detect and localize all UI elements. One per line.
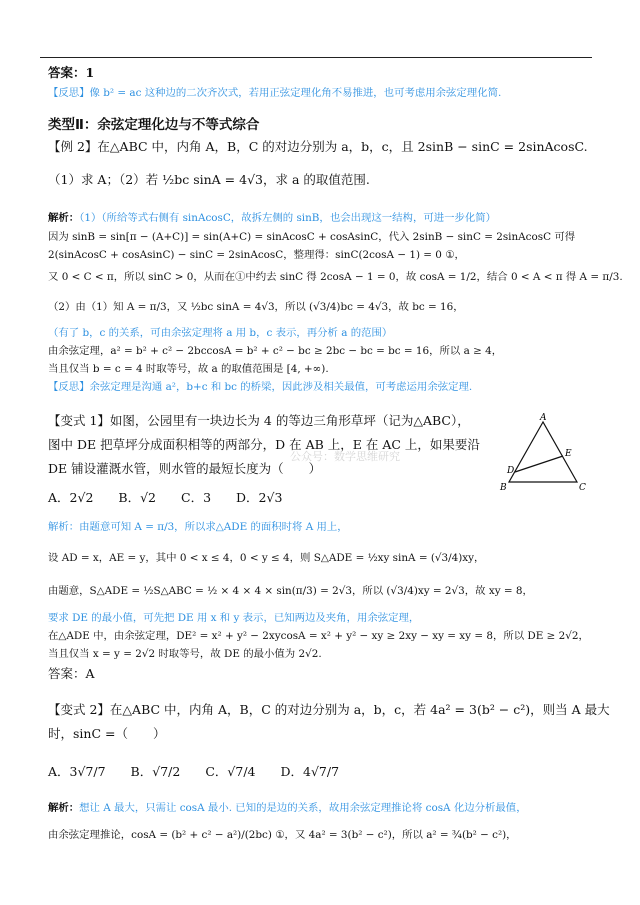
answer-1: 答案：1 <box>48 65 95 80</box>
variant-1-solution-3: 由题意，S△ADE = ½S△ABC = ½ × 4 × 4 × sin(π/3) = 2√3，所以 (√3/4)xy = 2√3，故 xy = 8， <box>48 585 533 597</box>
solution-line-5: （2）由（1）知 A = π/3，又 ½bc sinA = 4√3，所以 (√3/4)bc = 4√3，故 bc = 16， <box>48 301 464 313</box>
section-title: 类型Ⅱ：余弦定理化边与不等式综合 <box>48 117 260 133</box>
top-rule <box>40 57 592 58</box>
variant-2-options: A．3√7/7 B．√7/2 C．√7/4 D．4√7/7 <box>48 764 340 779</box>
example-2-line-2: （1）求 A；（2）若 ½bc sinA = 4√3，求 a 的取值范围. <box>48 172 370 187</box>
solution-label: 解析： <box>48 212 80 224</box>
variant-2-solution-2: 由余弦定理推论，cosA = (b² + c² − a²)/(2bc) ①，又 4a² = 3(b² − c²)，所以 a² = ¾(b² − c²)， <box>48 829 517 841</box>
solution-hint-2: （有了 b，c 的关系，可由余弦定理将 a 用 b，c 表示，再分析 a 的范围） <box>48 327 393 339</box>
variant-1-solution-hint: 要求 DE 的最小值，可先把 DE 用 x 和 y 表示，已知两边及夹角，用余弦定理， <box>48 612 420 624</box>
solution-line-7: 由余弦定理，a² = b² + c² − 2bccosA = b² + c² − bc ≥ 2bc − bc = bc = 16，所以 a ≥ 4， <box>48 345 503 357</box>
solution-line-8: 当且仅当 b = c = 4 时取等号，故 a 的取值范围是 [4, +∞). <box>48 363 329 375</box>
label-e: E <box>565 449 572 459</box>
label-d: D <box>507 466 515 476</box>
watermark: 公众号：数学思维研究 <box>290 450 400 463</box>
solution-line-2: 因为 sinB = sin[π − (A+C)] = sin(A+C) = sinAcosC + cosAsinC，代入 2sinB − sinC = 2sinAcosC 可得 <box>48 231 576 243</box>
variant-2-line-1: 【变式 2】在△ABC 中，内角 A，B，C 的对边分别为 a，b，c，若 4a² = 3(b² − c²)，则当 A 最大 <box>48 702 610 717</box>
solution-hint-text: （1）（所给等式右侧有 sinAcosC，故拆左侧的 sinB，也会出现这一结构，可进一步化简） <box>79 212 497 224</box>
label-a: A <box>540 413 547 423</box>
variant-1-line-3: DE 铺设灌溉水管，则水管的最短长度为（ ） <box>48 461 322 476</box>
triangle-figure <box>495 412 595 492</box>
label-b: B <box>500 483 507 492</box>
variant-1-options: A．2√2 B．√2 C．3 D．2√3 <box>48 490 283 505</box>
example-2-line-1: 【例 2】在△ABC 中，内角 A，B，C 的对边分别为 a，b，c，且 2sinB − sinC = 2sinAcosC. <box>48 139 588 154</box>
variant-1-solution-1: 解析：由题意可知 A = π/3，所以求△ADE 的面积时将 A 用上， <box>48 521 348 533</box>
solution-hint-1 <box>48 209 496 224</box>
solution-line-3: 2(sinAcosC + cosAsinC) − sinC = 2sinAcosC，整理得：sinC(2cosA − 1) = 0 ①， <box>48 249 465 261</box>
reflection-2: 【反思】余弦定理是沟通 a²，b+c 和 bc 的桥梁，因此涉及相关最值，可考虑运用余弦定理. <box>48 381 473 393</box>
variant-2-solution-1 <box>48 799 527 814</box>
variant-1-line-2: 图中 DE 把草坪分成面积相等的两部分，D 在 AB 上，E 在 AC 上，如果要沿 <box>48 437 480 452</box>
variant-1-solution-5: 在△ADE 中，由余弦定理，DE² = x² + y² − 2xycosA = x² + y² − xy ≥ 2xy − xy = xy = 8，所以 DE ≥ 2√2， <box>48 630 589 642</box>
variant-1-line-1: 【变式 1】如图，公园里有一块边长为 4 的等边三角形草坪（记为△ABC）， <box>48 413 470 428</box>
answer-2: 答案：A <box>48 666 95 681</box>
solution-line-4: 又 0 < C < π，所以 sinC > 0，从而在①中约去 sinC 得 2cosA − 1 = 0，故 cosA = 1/2，结合 0 < A < π 得 A = π/3. <box>48 271 623 283</box>
variant-2-solution-label: 解析： <box>48 802 80 814</box>
label-c: C <box>579 483 586 492</box>
variant-2-solution-hint: 想让 A 最大，只需让 cosA 最小. 已知的是边的关系，故用余弦定理推论将 cosA 化边分析最值， <box>79 802 527 814</box>
variant-1-solution-6: 当且仅当 x = y = 2√2 时取等号，故 DE 的最小值为 2√2. <box>48 648 322 660</box>
variant-1-solution-2: 设 AD = x，AE = y，其中 0 < x ≤ 4，0 < y ≤ 4，则 S△ADE = ½xy sinA = (√3/4)xy， <box>48 552 485 564</box>
variant-2-line-2: 时，sinC =（ ） <box>48 726 166 741</box>
reflection-1: 【反思】像 b² = ac 这种边的二次齐次式，若用正弦定理化角不易推进，也可考虑用余弦定理化简. <box>48 87 502 99</box>
